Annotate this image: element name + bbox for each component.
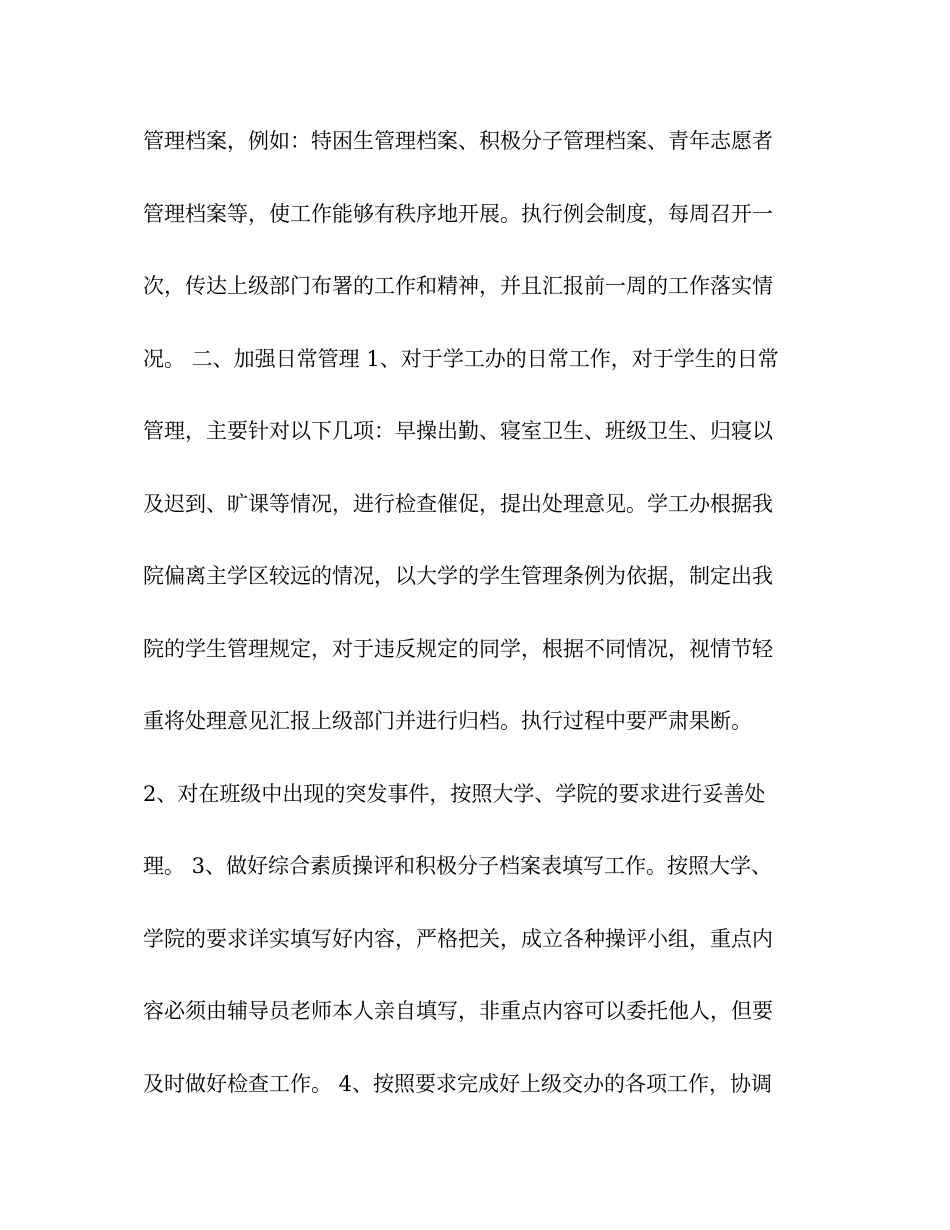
text-line-5: 管理，主要针对以下几项：早操出勤、寝室卫生、班级卫生、归寝以 xyxy=(143,419,773,443)
text-line-4: 况。 二、加强日常管理 1、对于学工办的日常工作，对于学生的日常 xyxy=(143,346,779,371)
text-line-11: 理。 3、做好综合素质操评和积极分子档案表填写工作。按照大学、 xyxy=(143,854,773,878)
body-text xyxy=(143,121,803,1136)
text-line-6: 及迟到、旷课等情况，进行检查催促，提出处理意见。学工办根据我 xyxy=(143,491,773,516)
text-line-7: 院偏离主学区较远的情况，以大学的学生管理条例为依据，制定出我 xyxy=(143,564,773,588)
text-line-1: 管理档案，例如：特困生管理档案、积极分子管理档案、青年志愿者 xyxy=(143,129,773,153)
text-line-2: 管理档案等，使工作能够有秩序地开展。执行例会制度，每周召开一 xyxy=(143,201,773,226)
text-line-9: 重将处理意见汇报上级部门并进行归档。执行过程中要严肃果断。 xyxy=(143,709,752,733)
text-line-13: 容必须由辅导员老师本人亲自填写，非重点内容可以委托他人，但要 xyxy=(143,999,773,1023)
text-line-3: 次，传达上级部门布署的工作和精神，并且汇报前一周的工作落实情 xyxy=(143,274,773,298)
text-line-12: 学院的要求详实填写好内容，严格把关，成立各种操评小组，重点内 xyxy=(143,926,773,951)
text-line-10: 2、对在班级中出现的突发事件，按照大学、学院的要求进行妥善处 xyxy=(143,781,766,806)
text-line-8: 院的学生管理规定，对于违反规定的同学，根据不同情况，视情节轻 xyxy=(143,636,773,661)
text-line-14: 及时做好检查工作。 4、按照要求完成好上级交办的各项工作，协调 xyxy=(143,1071,773,1096)
